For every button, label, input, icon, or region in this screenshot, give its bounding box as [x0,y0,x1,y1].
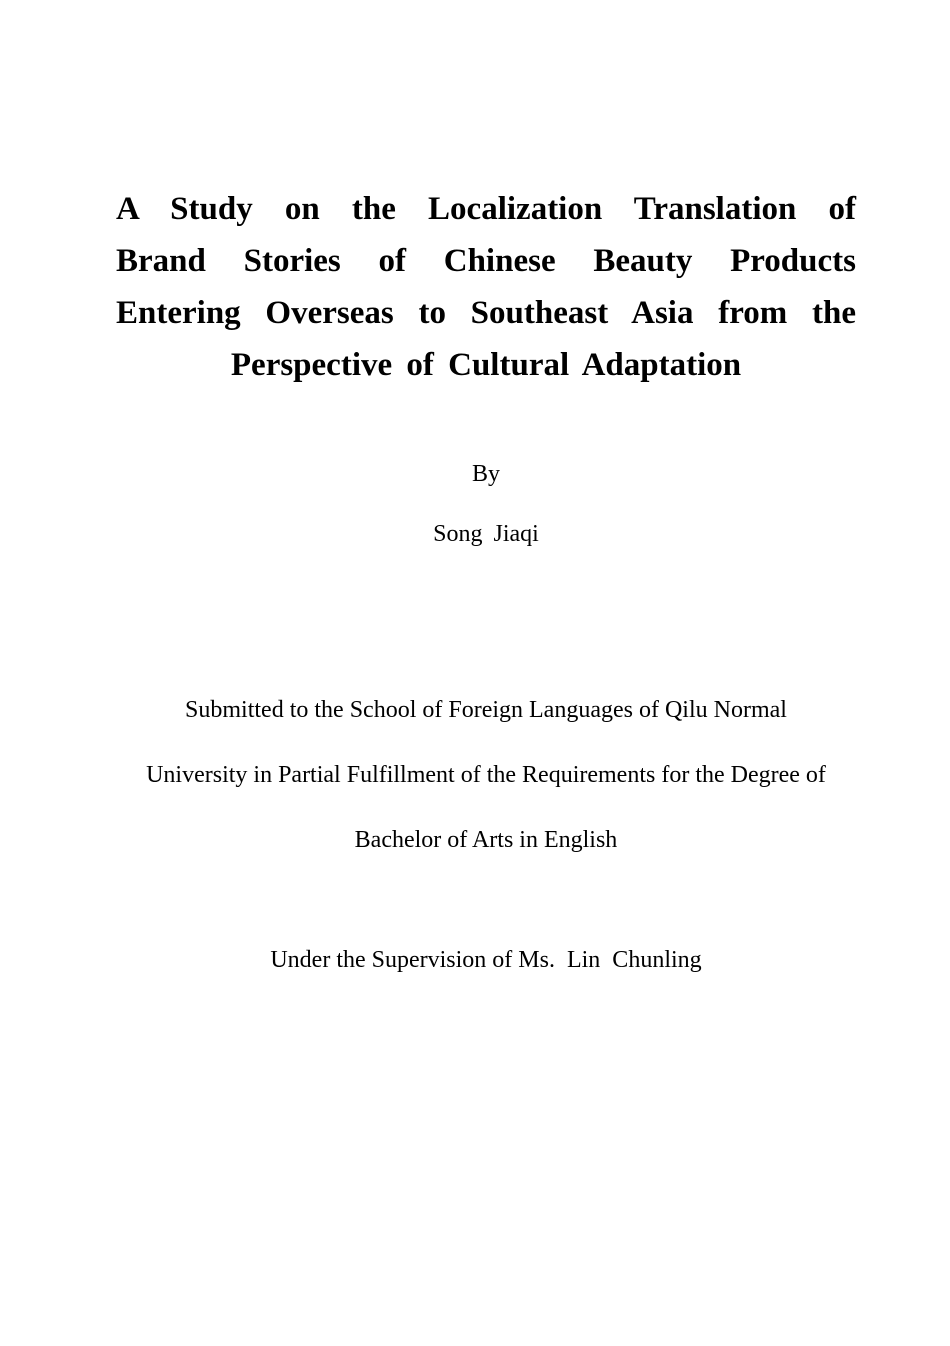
submission-line-3: Bachelor of Arts in English [354,827,618,853]
thesis-title [116,183,856,391]
title-line-4: Perspective of Cultural Adaptation [230,347,742,383]
byline-by: By [471,461,500,487]
supervision-statement: Under the Supervision of Ms. Lin Chunling [270,947,702,973]
title-line-3: Entering Overseas to Southeast Asia from the [116,295,856,331]
submission-line-2: University in Partial Fulfillment of the Requirements for the Degree of [146,762,826,788]
submission-line-1: Submitted to the School of Foreign Languages of Qilu Normal [185,697,787,723]
title-line-1: A Study on the Localization Translation of [116,191,856,227]
title-line-2: Brand Stories of Chinese Beauty Products [116,243,856,279]
submission-statement [0,695,950,890]
author-name: Song Jiaqi [433,521,539,547]
